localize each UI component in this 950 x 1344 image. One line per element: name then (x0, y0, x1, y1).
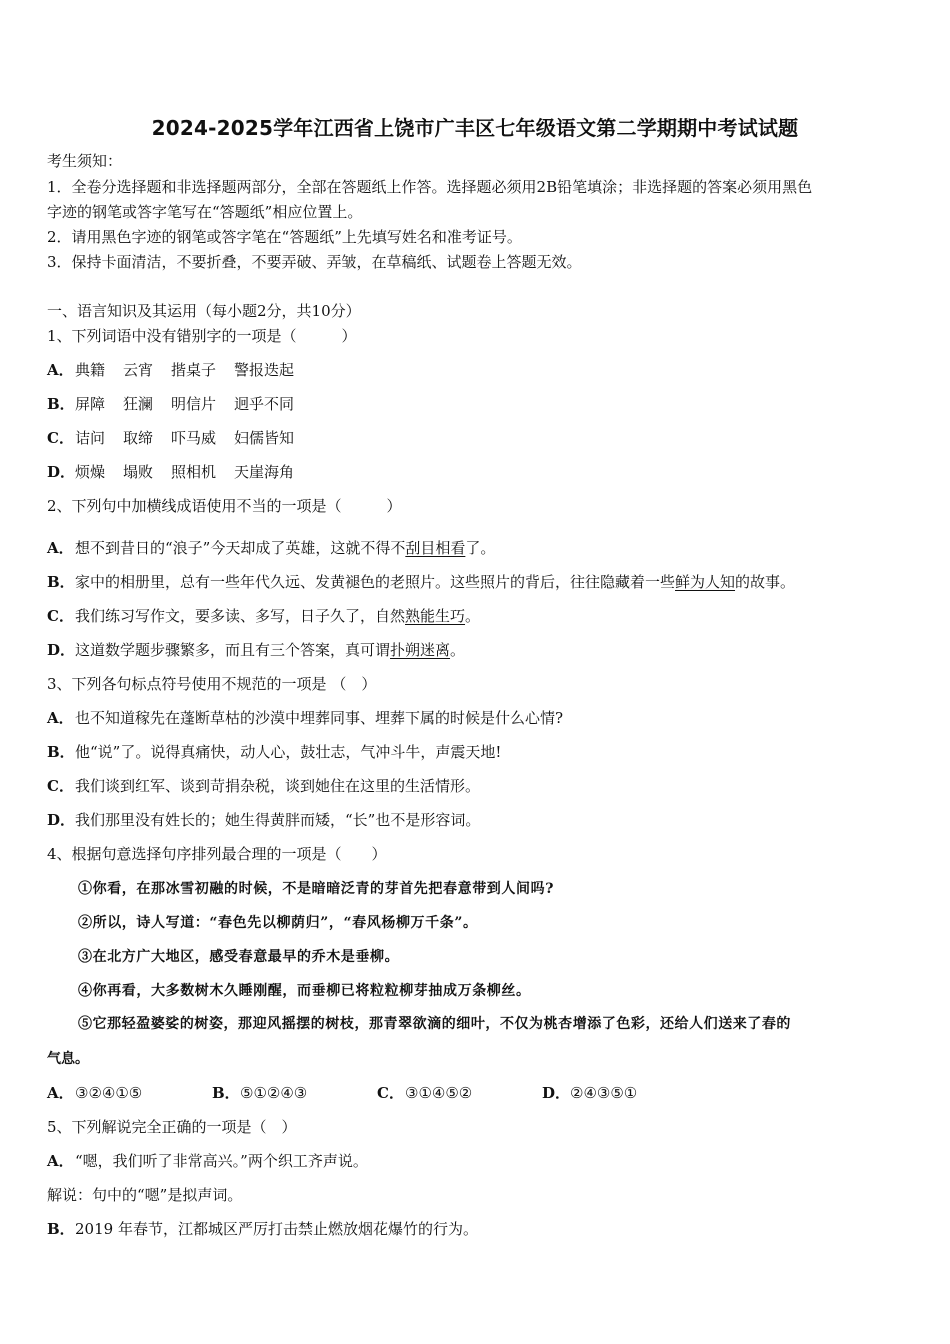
option-row (47, 428, 312, 448)
option-text: 。 (465, 607, 481, 625)
option-label: A． (47, 709, 74, 727)
option-text: 家中的相册里，总有一些年代久远、发黄褪色的老照片。这些照片的背后，往往隐藏着一些 (75, 573, 676, 591)
option-label: D． (47, 811, 76, 829)
option-word: 明信片 (171, 395, 217, 413)
underlined-idiom: 扑朔迷离 (390, 641, 451, 659)
answer-row (47, 1083, 637, 1103)
option-text: 也不知道稼先在蓬断草枯的沙漠中埋葬同事、埋葬下属的时候是什么心情? (75, 709, 564, 727)
option-row (47, 360, 312, 380)
option-word: 取缔 (123, 429, 154, 447)
option-word: 妇儒皆知 (234, 429, 295, 447)
underlined-idiom: 鲜为人知 (675, 573, 736, 591)
notice-item: 字迹的钢笔或答字笔写在“答题纸”相应位置上。 (47, 203, 363, 221)
option-word: 典籍 (75, 361, 106, 379)
option-text: 的故事。 (735, 573, 796, 591)
option-label: A． (47, 1152, 74, 1170)
option-text: 他“说”了。说得真痛快，动人心，鼓壮志，气冲斗牛，声震天地! (75, 743, 502, 761)
option-text: “嗯，我们听了非常高兴。”两个织工齐声说。 (75, 1152, 368, 1170)
option-row (47, 606, 480, 626)
sentence: ⑤它那轻盈婆娑的树姿，那迎风摇摆的树枝，那青翠欲滴的细叶，不仅为桃杏增添了色彩，还给人们送来了春的 (78, 1016, 791, 1032)
option-text: 这道数学题步骤繁多，而且有三个答案，真可谓 (75, 641, 391, 659)
option-word: 吓马威 (171, 429, 217, 447)
option-row (47, 708, 563, 728)
answer-option: A．③②④①⑤ (47, 1084, 143, 1102)
option-word: 警报迭起 (234, 361, 295, 379)
option-row (47, 776, 480, 796)
notice-heading: 考生须知： (47, 152, 123, 170)
option-word: 揩桌子 (171, 361, 217, 379)
option-row (47, 1151, 368, 1171)
question-stem: 2、下列句中加横线成语使用不当的一项是（ ） (47, 497, 402, 515)
option-text: 。 (450, 641, 466, 659)
option-word: 天崖海角 (234, 463, 295, 481)
option-word: 云宵 (123, 361, 154, 379)
question-stem: 4、根据句意选择句序排列最合理的一项是（ ） (47, 845, 387, 863)
option-text: 我们练习写作文，要多读、多写，日子久了，自然 (75, 607, 406, 625)
option-text: 2019 年春节，江都城区严厉打击禁止燃放烟花爆竹的行为。 (75, 1220, 478, 1238)
option-row (47, 1219, 478, 1239)
option-text: 我们谈到红军、谈到苛捐杂税，谈到她住在这里的生活情形。 (75, 777, 481, 795)
option-text: 想不到昔日的“浪子”今天却成了英雄，这就不得不 (75, 539, 406, 557)
option-row (47, 394, 312, 414)
option-label: B． (47, 395, 75, 413)
notice-item: 2．请用黑色字迹的钢笔或答字笔在“答题纸”上先填写姓名和准考证号。 (47, 228, 522, 246)
question-stem: 5、下列解说完全正确的一项是（ ） (47, 1118, 297, 1136)
sentence: ③在北方广大地区，感受春意最早的乔木是垂柳。 (78, 949, 400, 965)
option-row (47, 462, 312, 482)
option-word: 诘问 (75, 429, 106, 447)
explanation: 解说：句中的“嗯”是拟声词。 (47, 1186, 243, 1204)
answer-option: B．⑤①②④③ (212, 1084, 308, 1102)
underlined-idiom: 熟能生巧 (405, 607, 466, 625)
option-text: 我们那里没有姓长的；她生得黄胖而矮，“长”也不是形容词。 (75, 811, 481, 829)
sentence: ①你看，在那冰雪初融的时候，不是暗暗泛青的芽首先把春意带到人间吗? (78, 881, 555, 897)
option-word: 狂澜 (123, 395, 154, 413)
notice-item: 1．全卷分选择题和非选择题两部分，全部在答题纸上作答。选择题必须用2B铅笔填涂；非选择题的答案必须用黑色 (47, 178, 813, 196)
sentence-continuation: 气息。 (47, 1051, 89, 1067)
option-label: C． (47, 429, 74, 447)
answer-option: C．③①④⑤② (377, 1084, 473, 1102)
option-row (47, 810, 480, 830)
option-text: 了。 (465, 539, 496, 557)
option-label: A． (47, 539, 74, 557)
option-label: D． (47, 463, 76, 481)
option-label: C． (47, 607, 74, 625)
question-stem: 3、下列各句标点符号使用不规范的一项是 （ ） (47, 675, 377, 693)
option-row (47, 742, 501, 762)
section-heading: 一、语言知识及其运用（每小题2分，共10分） (47, 302, 361, 320)
option-label: A． (47, 361, 74, 379)
option-word: 迥乎不同 (234, 395, 295, 413)
option-label: B． (47, 1220, 75, 1238)
sentence: ④你再看，大多数树木久睡刚醒，而垂柳已将粒粒柳芽抽成万条柳丝。 (78, 983, 531, 999)
sentence: ②所以，诗人写道：“春色先以柳荫归”，“春风杨柳万千条”。 (78, 915, 478, 931)
answer-option: D．②④③⑤① (542, 1084, 638, 1102)
option-word: 塌败 (123, 463, 154, 481)
option-label: B． (47, 743, 75, 761)
option-row (47, 538, 495, 558)
option-label: D． (47, 641, 76, 659)
option-word: 烦燥 (75, 463, 106, 481)
underlined-idiom: 刮目相看 (405, 539, 466, 557)
question-stem: 1、下列词语中没有错别字的一项是（ ） (47, 327, 357, 345)
page-title: 2024-2025学年江西省上饶市广丰区七年级语文第二学期期中考试试题 (151, 116, 799, 140)
option-row (47, 572, 795, 592)
option-label: B． (47, 573, 75, 591)
option-word: 照相机 (171, 463, 217, 481)
option-label: C． (47, 777, 74, 795)
option-row (47, 640, 465, 660)
notice-item: 3．保持卡面清洁，不要折叠，不要弄破、弄皱，在草稿纸、试题卷上答题无效。 (47, 253, 582, 271)
option-word: 屏障 (75, 395, 106, 413)
